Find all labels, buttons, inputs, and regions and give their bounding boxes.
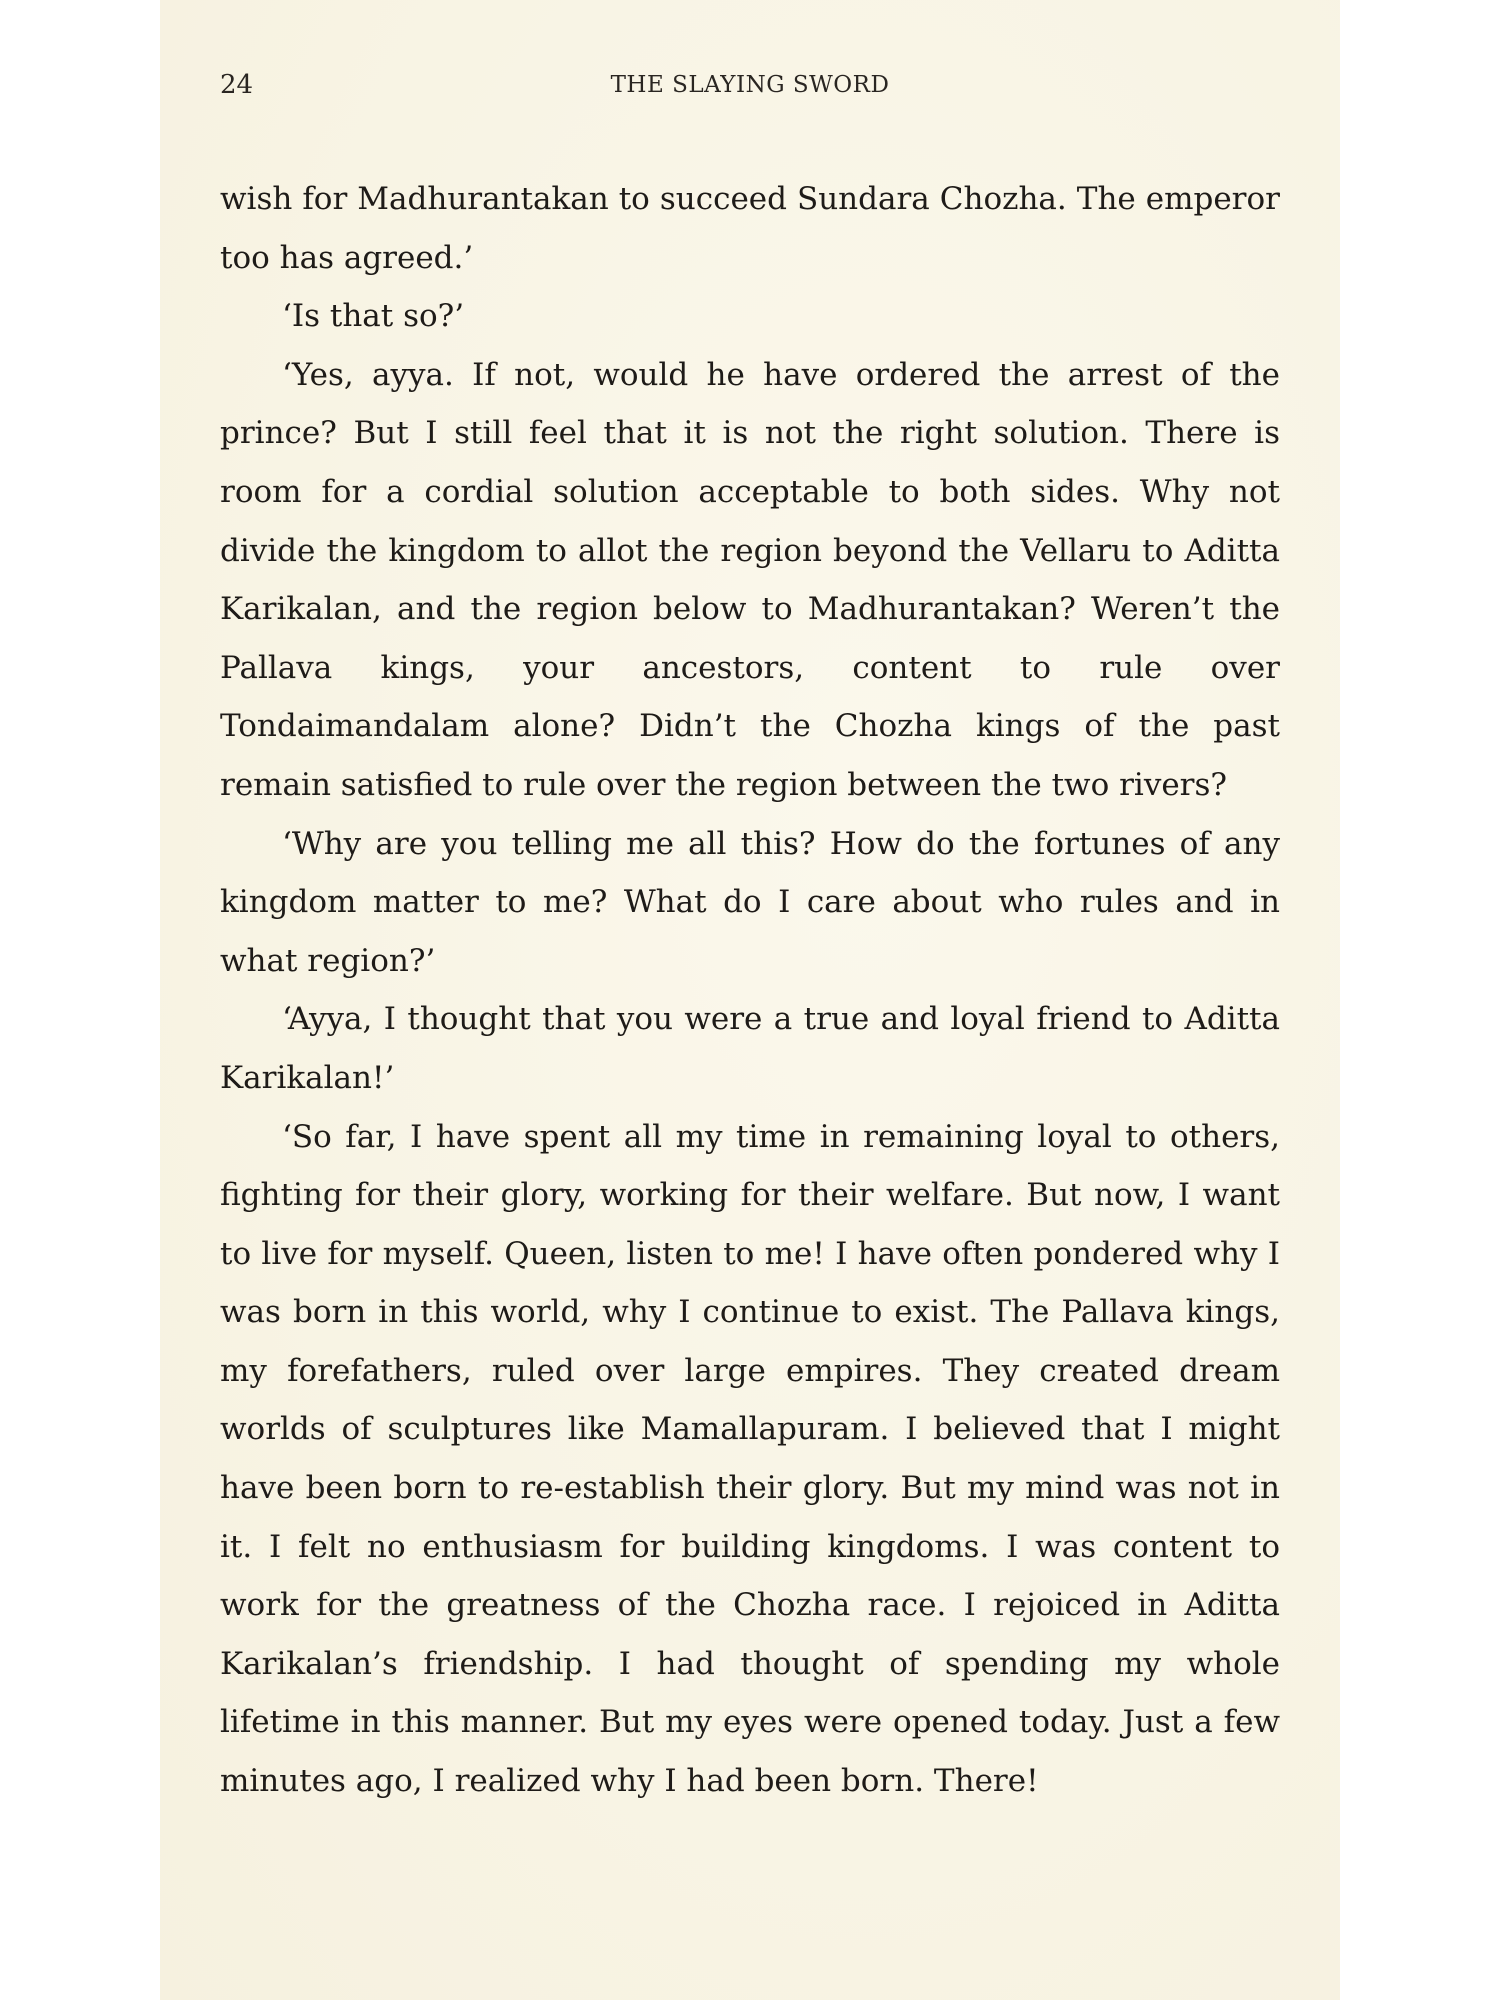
- paragraph: ‘Ayya, I thought that you were a true and loyal friend to Aditta Karikalan!’: [220, 1001, 1280, 1096]
- running-title: THE SLAYING SWORD: [610, 72, 890, 98]
- paragraph: ‘Is that so?’: [282, 298, 465, 335]
- page-header: [220, 70, 1280, 110]
- paragraph: ‘Yes, ayya. If not, would he have ordered the arrest of the prince? But I still feel that it is not the right solution. There is room for a cordial solution acceptable to both sides. Why not divide the kingdom to allot the region beyond the Vellaru to Aditta Karikalan, and the region below to Madhurantakan? Weren’t the Pallava kings, your ancestors, content to rule over Tondaimandalam alone? Didn’t the Chozha kings of the past remain satisfied to rule over the region between the two rivers?: [220, 356, 1280, 803]
- page-number: 24: [220, 70, 254, 100]
- paragraph: ‘Why are you telling me all this? How do the fortunes of any kingdom matter to me? What do I care about who rules and in what region?’: [220, 825, 1280, 979]
- paragraph: ‘So far, I have spent all my time in remaining loyal to others, fighting for their glory, working for their welfare. But now, I want to live for myself. Queen, listen to me! I have often pondered why I was born in this world, why I continue to exist. The Pallava kings, my forefathers, ruled over large empires. They created dream worlds of sculptures like Mamallapuram. I believed that I might have been born to re-establish their glory. But my mind was not in it. I felt no enthusiasm for building kingdoms. I was content to work for the greatness of the Chozha race. I rejoiced in Aditta Karikalan’s friendship. I had thought of spending my whole lifetime in this manner. But my eyes were opened today. Just a few minutes ago, I realized why I had been born. There!: [220, 1118, 1280, 1800]
- book-page: [160, 0, 1340, 2000]
- paragraph: wish for Madhurantakan to succeed Sundara Chozha. The emperor too has agreed.’: [220, 181, 1280, 276]
- body-text: [220, 170, 1280, 1811]
